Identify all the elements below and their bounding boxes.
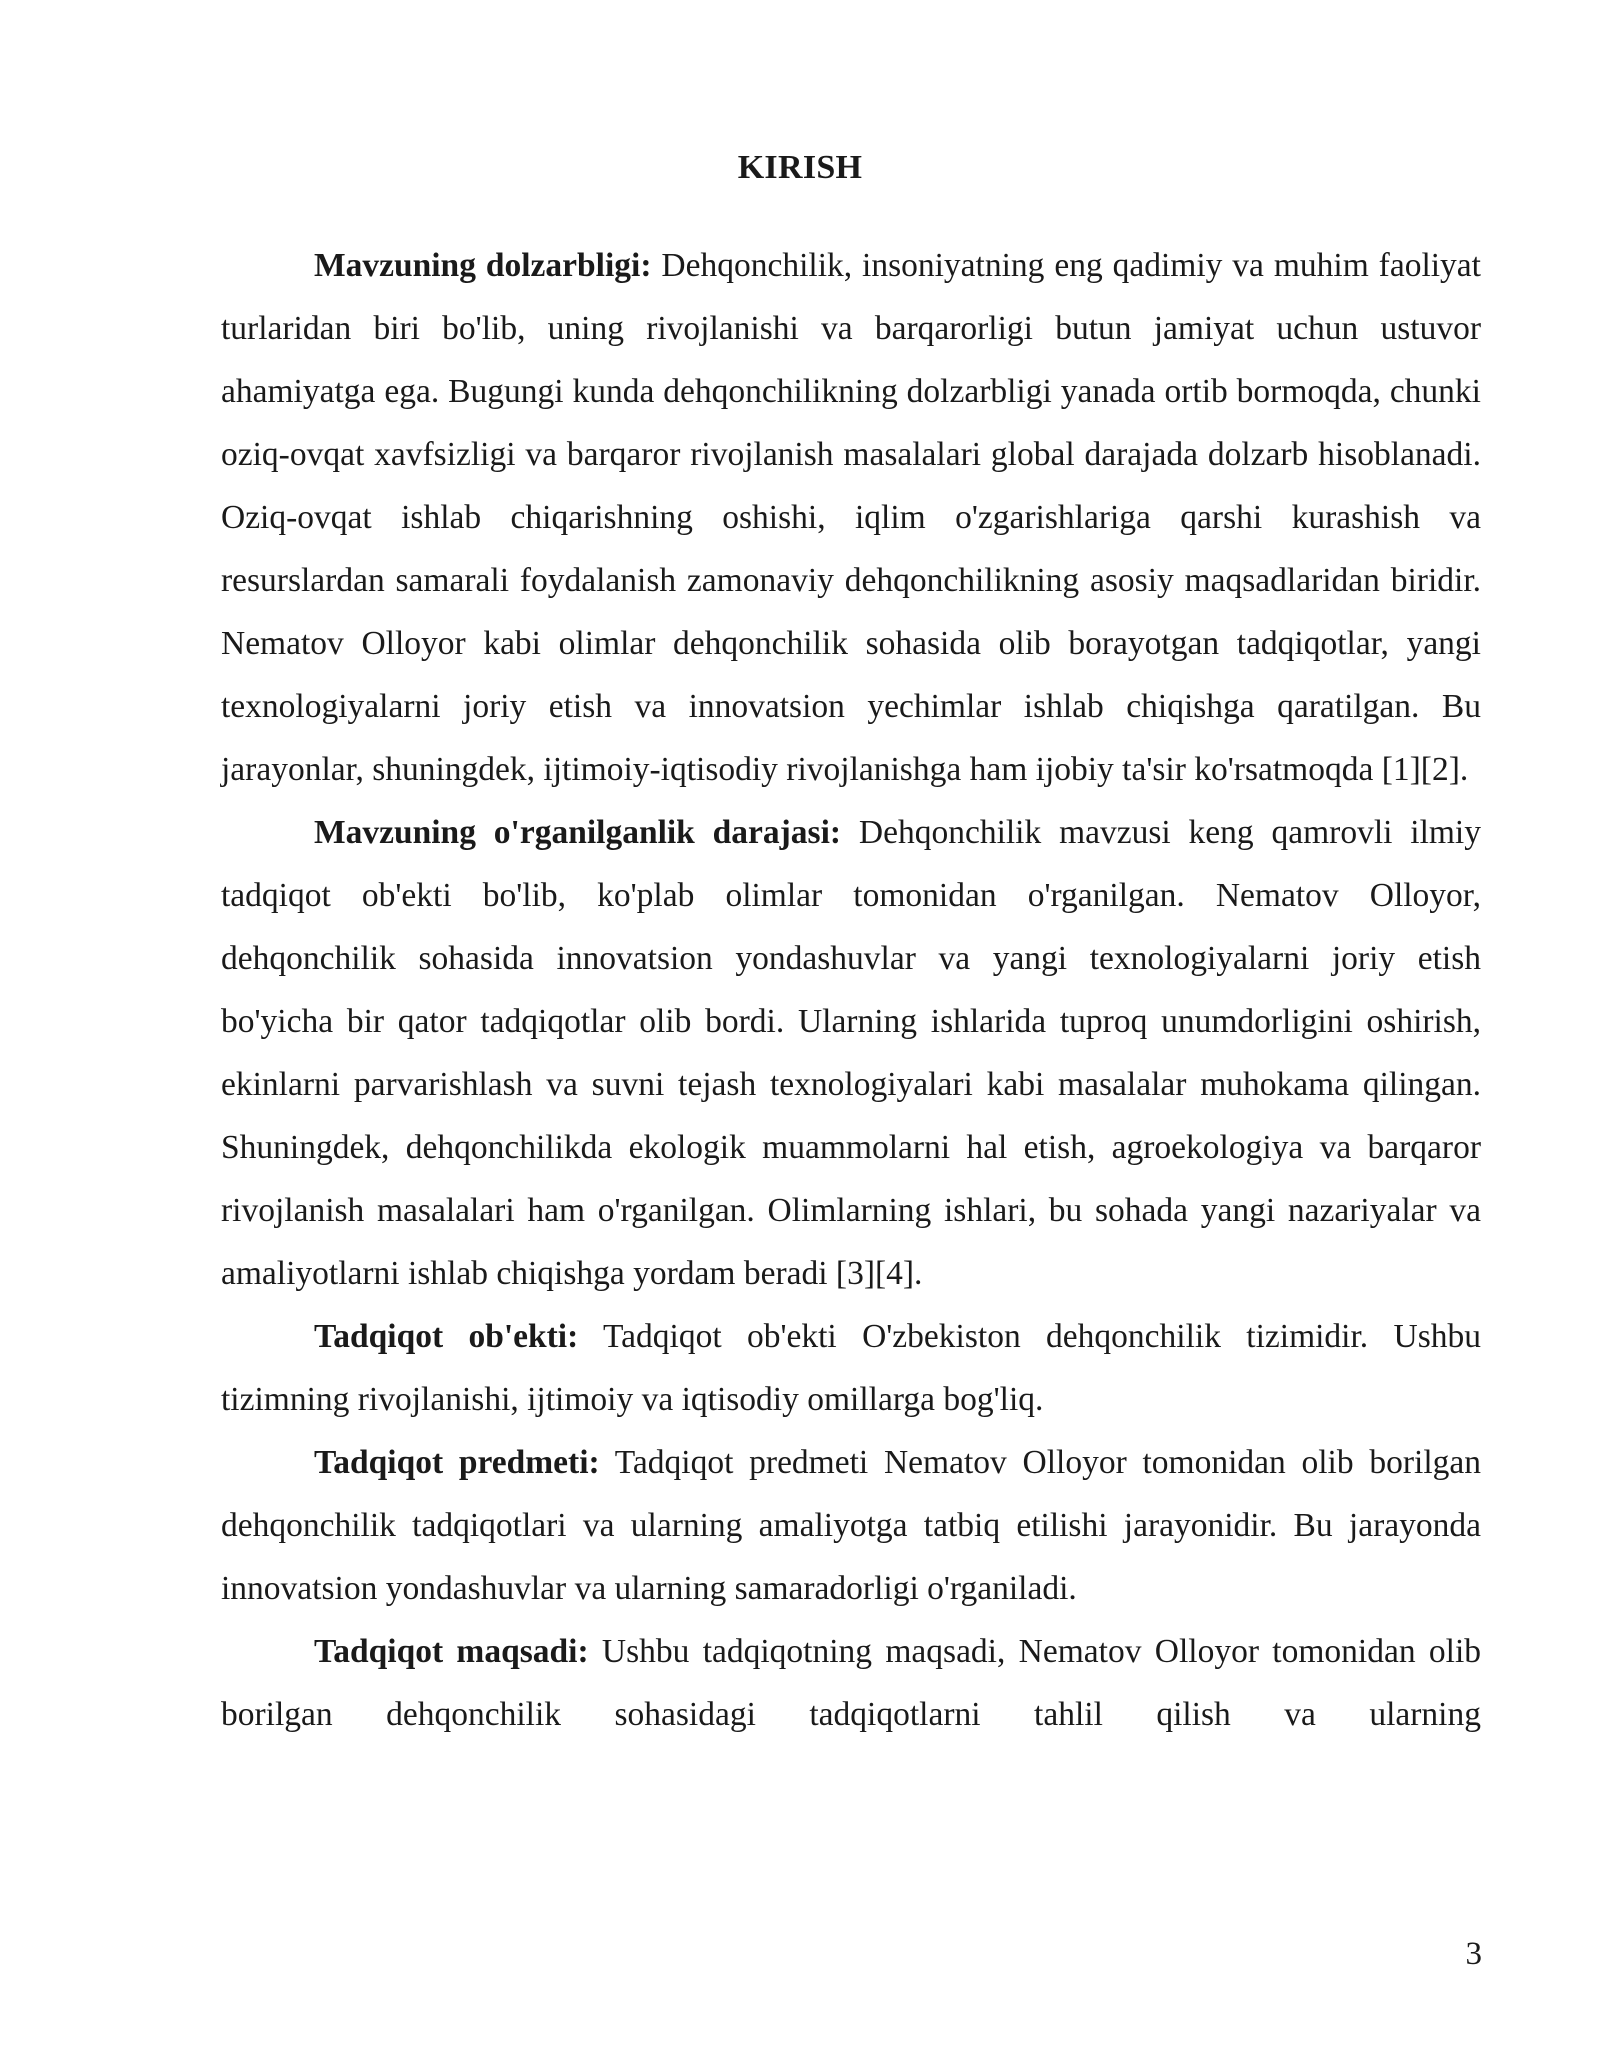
document-body — [221, 234, 1481, 1746]
paragraph-lead: Mavzuning o'rganilganlik darajasi: — [314, 814, 842, 851]
paragraph-research-subject — [221, 1431, 1481, 1620]
paragraph-study-level — [221, 801, 1481, 1305]
paragraph-text: Dehqonchilik, insoniyatning eng qadimiy va muhim faoliyat turlaridan biri bo'lib, uning rivojlanishi va barqarorligi butun jamiyat uchun ustuvor ahamiyatga ega. Bugungi kunda dehqonchilikning dolzarbligi yanada ortib bormoqda, chunki oziq-ovqat xavfsizligi va barqaror rivojlanish masalalari global darajada dolzarb hisoblanadi. Oziq-ovqat ishlab chiqarishning oshishi, iqlim o'zgarishlariga qarshi kurashish va resurslardan samarali foydalanish zamonaviy dehqonchilikning asosiy maqsadlaridan biridir. Nematov Olloyor kabi olimlar dehqonchilik sohasida olib borayotgan tadqiqotlar, yangi texnologiyalarni joriy etish va innovatsion yechimlar ishlab chiqishga qaratilgan. Bu jarayonlar, shuningdek, ijtimoiy-iqtisodiy rivojlanishga ham ijobiy ta'sir ko'rsatmoqda [1][2]. — [221, 247, 1481, 788]
paragraph-lead: Tadqiqot maqsadi: — [314, 1633, 589, 1670]
paragraph-relevance — [221, 234, 1481, 801]
paragraph-lead: Tadqiqot ob'ekti: — [314, 1318, 579, 1355]
paragraph-text: Ushbu tadqiqotning maqsadi, Nematov Olloyor tomonidan olib borilgan dehqonchilik sohasidagi tadqiqotlarni tahlil qilish va ularning — [221, 1633, 1481, 1733]
paragraph-text: Dehqonchilik mavzusi keng qamrovli ilmiy tadqiqot ob'ekti bo'lib, ko'plab olimlar tomonidan o'rganilgan. Nematov Olloyor, dehqonchilik sohasida innovatsion yondashuvlar va yangi texnologiyalarni joriy etish bo'yicha bir qator tadqiqotlar olib bordi. Ularning ishlarida tuproq unumdorligini oshirish, ekinlarni parvarishlash va suvni tejash texnologiyalari kabi masalalar muhokama qilingan. Shuningdek, dehqonchilikda ekologik muammolarni hal etish, agroekologiya va barqaror rivojlanish masalalari ham o'rganilgan. Olimlarning ishlari, bu sohada yangi nazariyalar va amaliyotlarni ishlab chiqishga yordam beradi [3][4]. — [221, 814, 1481, 1292]
paragraph-lead: Mavzuning dolzarbligi: — [314, 247, 652, 284]
paragraph-research-goal — [221, 1620, 1481, 1746]
page-title: KIRISH — [737, 149, 863, 186]
page-number: 3 — [1465, 1936, 1482, 1972]
paragraph-lead: Tadqiqot predmeti: — [314, 1444, 600, 1481]
paragraph-text: Tadqiqot predmeti Nematov Olloyor tomonidan olib borilgan dehqonchilik tadqiqotlari va ularning amaliyotga tatbiq etilishi jarayonidir. Bu jarayonda innovatsion yondashuvlar va ularning samaradorligi o'rganiladi. — [221, 1444, 1482, 1607]
paragraph-text: Tadqiqot ob'ekti O'zbekiston dehqonchilik tizimidir. Ushbu tizimning rivojlanishi, ijtimoiy va iqtisodiy omillarga bog'liq. — [221, 1318, 1481, 1418]
paragraph-research-object — [221, 1305, 1481, 1431]
